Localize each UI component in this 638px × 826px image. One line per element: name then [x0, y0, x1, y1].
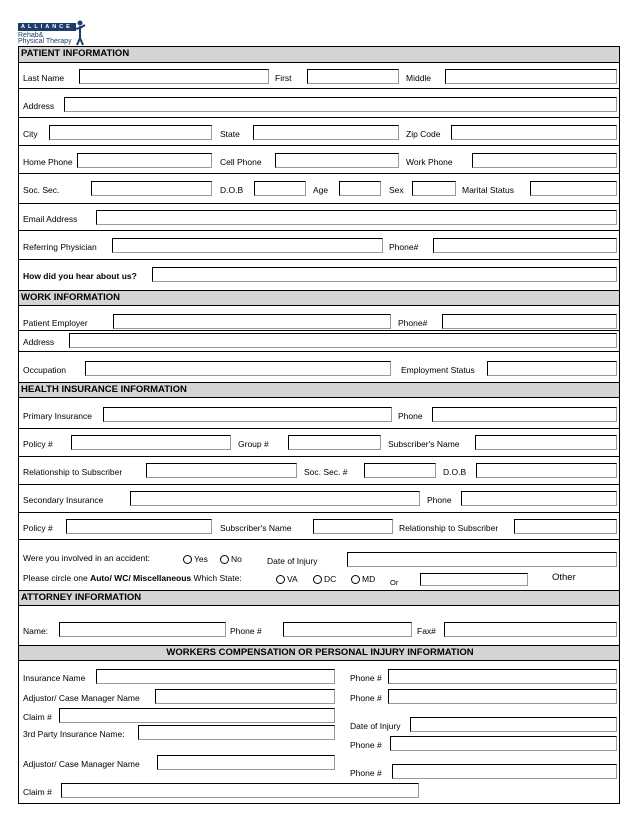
first-name-field[interactable] — [307, 69, 399, 84]
accident-label: Were you involved in an accident: — [23, 553, 150, 563]
primary-label: Primary Insurance — [23, 411, 92, 421]
zip-label: Zip Code — [406, 129, 441, 139]
secondary-label: Secondary Insurance — [23, 495, 104, 505]
wc-phone4-label: Phone # — [350, 768, 382, 778]
work-phone-label: Work Phone — [406, 157, 453, 167]
state-va-radio[interactable] — [276, 575, 285, 584]
no-label: No — [231, 554, 242, 564]
accident-no-radio[interactable] — [220, 555, 229, 564]
claim2-label: Claim # — [23, 787, 52, 797]
ref-phone-label: Phone# — [389, 242, 419, 252]
attorney-phone-field[interactable] — [283, 622, 412, 637]
other-label: Other — [552, 572, 576, 583]
age-label: Age — [313, 185, 329, 195]
hear-field[interactable] — [152, 267, 617, 282]
first-label: First — [275, 73, 292, 83]
subscriber-name2-field[interactable] — [313, 519, 393, 534]
group-label: Group # — [238, 439, 269, 449]
relationship2-field[interactable] — [514, 519, 617, 534]
attorney-phone-label: Phone # — [230, 626, 262, 636]
group-field[interactable] — [288, 435, 381, 450]
work-phone-field[interactable] — [472, 153, 617, 168]
employment-status-label: Employment Status — [401, 365, 475, 375]
secondary-insurance-field[interactable] — [130, 491, 420, 506]
zip-field[interactable] — [451, 125, 617, 140]
employer-phone-field[interactable] — [442, 314, 617, 329]
occupation-label: Occupation — [23, 365, 66, 375]
attorney-fax-label: Fax# — [417, 626, 436, 636]
attorney-name-field[interactable] — [59, 622, 226, 637]
city-label: City — [23, 129, 38, 139]
third-party-label: 3rd Party Insurance Name: — [23, 729, 125, 739]
circle-label: Please circle one Auto/ WC/ Miscellaneous Which State: — [23, 573, 242, 583]
secondary-phone-field[interactable] — [461, 491, 617, 506]
city-field[interactable] — [49, 125, 212, 140]
home-phone-field[interactable] — [77, 153, 212, 168]
dob-label: D.O.B — [220, 185, 244, 195]
wc-phone1-label: Phone # — [350, 673, 382, 683]
wc-claim-field[interactable] — [59, 708, 335, 723]
primary-phone-label: Phone — [398, 411, 423, 421]
employer-label: Patient Employer — [23, 318, 88, 328]
primary-phone-field[interactable] — [432, 407, 617, 422]
relationship-field[interactable] — [146, 463, 297, 478]
or-label: Or — [390, 578, 399, 587]
work-header: WORK INFORMATION — [19, 290, 619, 306]
alliance-logo — [18, 20, 88, 46]
logo-line2: Physical Therapy — [18, 38, 72, 45]
marital-field[interactable] — [530, 181, 617, 196]
work-address-field[interactable] — [69, 333, 617, 348]
logo-bar — [18, 23, 76, 31]
logo-line1: Rehab& — [18, 32, 44, 39]
hear-label: How did you hear about us? — [23, 271, 137, 281]
md-label: MD — [362, 574, 376, 584]
email-field[interactable] — [96, 210, 617, 225]
soc-sec-label: Soc. Sec. — [23, 185, 60, 195]
wc-phone3-label: Phone # — [350, 740, 382, 750]
adjustor-label: Adjustor/ Case Manager Name — [23, 693, 140, 703]
work-phone2-label: Phone# — [398, 318, 428, 328]
health-dob-label: D.O.B — [443, 467, 467, 477]
age-field[interactable] — [339, 181, 381, 196]
email-label: Email Address — [23, 214, 78, 224]
work-address-label: Address — [23, 337, 55, 347]
wc-adjustor-field[interactable] — [155, 689, 335, 704]
address-label: Address — [23, 101, 55, 111]
referring-field[interactable] — [112, 238, 383, 253]
ref-phone-field[interactable] — [433, 238, 617, 253]
subscriber-name2-label: Subscriber's Name — [220, 523, 292, 533]
health-soc-label: Soc. Sec. # — [304, 467, 348, 477]
secondary-phone-label: Phone — [427, 495, 452, 505]
wc-phone3-field[interactable] — [390, 736, 617, 751]
marital-label: Marital Status — [462, 185, 514, 195]
state-field[interactable] — [253, 125, 399, 140]
patient-header: PATIENT INFORMATION — [19, 47, 619, 63]
wc-phone2-label: Phone # — [350, 693, 382, 703]
yes-label: Yes — [194, 554, 208, 564]
cell-phone-field[interactable] — [275, 153, 399, 168]
state-md-radio[interactable] — [351, 575, 360, 584]
wc-phone2-field[interactable] — [388, 689, 617, 704]
sex-field[interactable] — [412, 181, 456, 196]
wc-claim2-field[interactable] — [61, 783, 419, 798]
last-name-label: Last Name — [23, 73, 65, 83]
health-soc-field[interactable] — [364, 463, 436, 478]
cell-phone-label: Cell Phone — [220, 157, 262, 167]
claim-label: Claim # — [23, 712, 52, 722]
state-dc-radio[interactable] — [313, 575, 322, 584]
health-dob-field[interactable] — [476, 463, 617, 478]
referring-label: Referring Physician — [23, 242, 97, 252]
wc-insurance-name-field[interactable] — [96, 669, 335, 684]
relationship2-label: Relationship to Subscriber — [399, 523, 499, 533]
dob-field[interactable] — [254, 181, 306, 196]
dc-label: DC — [324, 574, 337, 584]
employment-status-field[interactable] — [487, 361, 617, 376]
attorney-header: ATTORNEY INFORMATION — [19, 590, 619, 606]
workers-header: WORKERS COMPENSATION OR PERSONAL INJURY INFORMATION — [19, 645, 619, 661]
date-injury-label: Date of Injury — [267, 556, 318, 566]
wc-date-injury-label: Date of Injury — [350, 721, 401, 731]
soc-sec-field[interactable] — [91, 181, 212, 196]
accident-date-field[interactable] — [347, 552, 617, 567]
wc-phone4-field[interactable] — [392, 764, 617, 779]
wc-third-party-field[interactable] — [138, 725, 335, 740]
subscriber-name-label: Subscriber's Name — [388, 439, 460, 449]
wc-phone1-field[interactable] — [388, 669, 617, 684]
middle-label: Middle — [406, 73, 432, 83]
policy-field[interactable] — [71, 435, 231, 450]
wc-date-injury-field[interactable] — [410, 717, 617, 732]
last-name-field[interactable] — [79, 69, 269, 84]
attorney-name-label: Name: — [23, 626, 49, 636]
state-label: State — [220, 129, 240, 139]
subscriber-name-field[interactable] — [475, 435, 617, 450]
sex-label: Sex — [389, 185, 404, 195]
middle-name-field[interactable] — [445, 69, 617, 84]
accident-yes-radio[interactable] — [183, 555, 192, 564]
other-state-field[interactable] — [420, 573, 528, 586]
employer-field[interactable] — [113, 314, 391, 329]
policy2-field[interactable] — [66, 519, 212, 534]
policy2-label: Policy # — [23, 523, 53, 533]
relationship-label: Relationship to Subscriber — [23, 467, 123, 477]
figure-icon — [72, 20, 88, 46]
logo-brand: ALLIANCE — [21, 24, 73, 30]
intake-form — [18, 46, 620, 804]
health-header: HEALTH INSURANCE INFORMATION — [19, 382, 619, 398]
occupation-field[interactable] — [85, 361, 391, 376]
primary-insurance-field[interactable] — [103, 407, 392, 422]
attorney-fax-field[interactable] — [444, 622, 617, 637]
policy-label: Policy # — [23, 439, 53, 449]
address-field[interactable] — [64, 97, 617, 112]
wc-adjustor2-field[interactable] — [157, 755, 335, 770]
insurance-name-label: Insurance Name — [23, 673, 86, 683]
va-label: VA — [287, 574, 298, 584]
home-phone-label: Home Phone — [23, 157, 73, 167]
adjustor2-label: Adjustor/ Case Manager Name — [23, 759, 140, 769]
